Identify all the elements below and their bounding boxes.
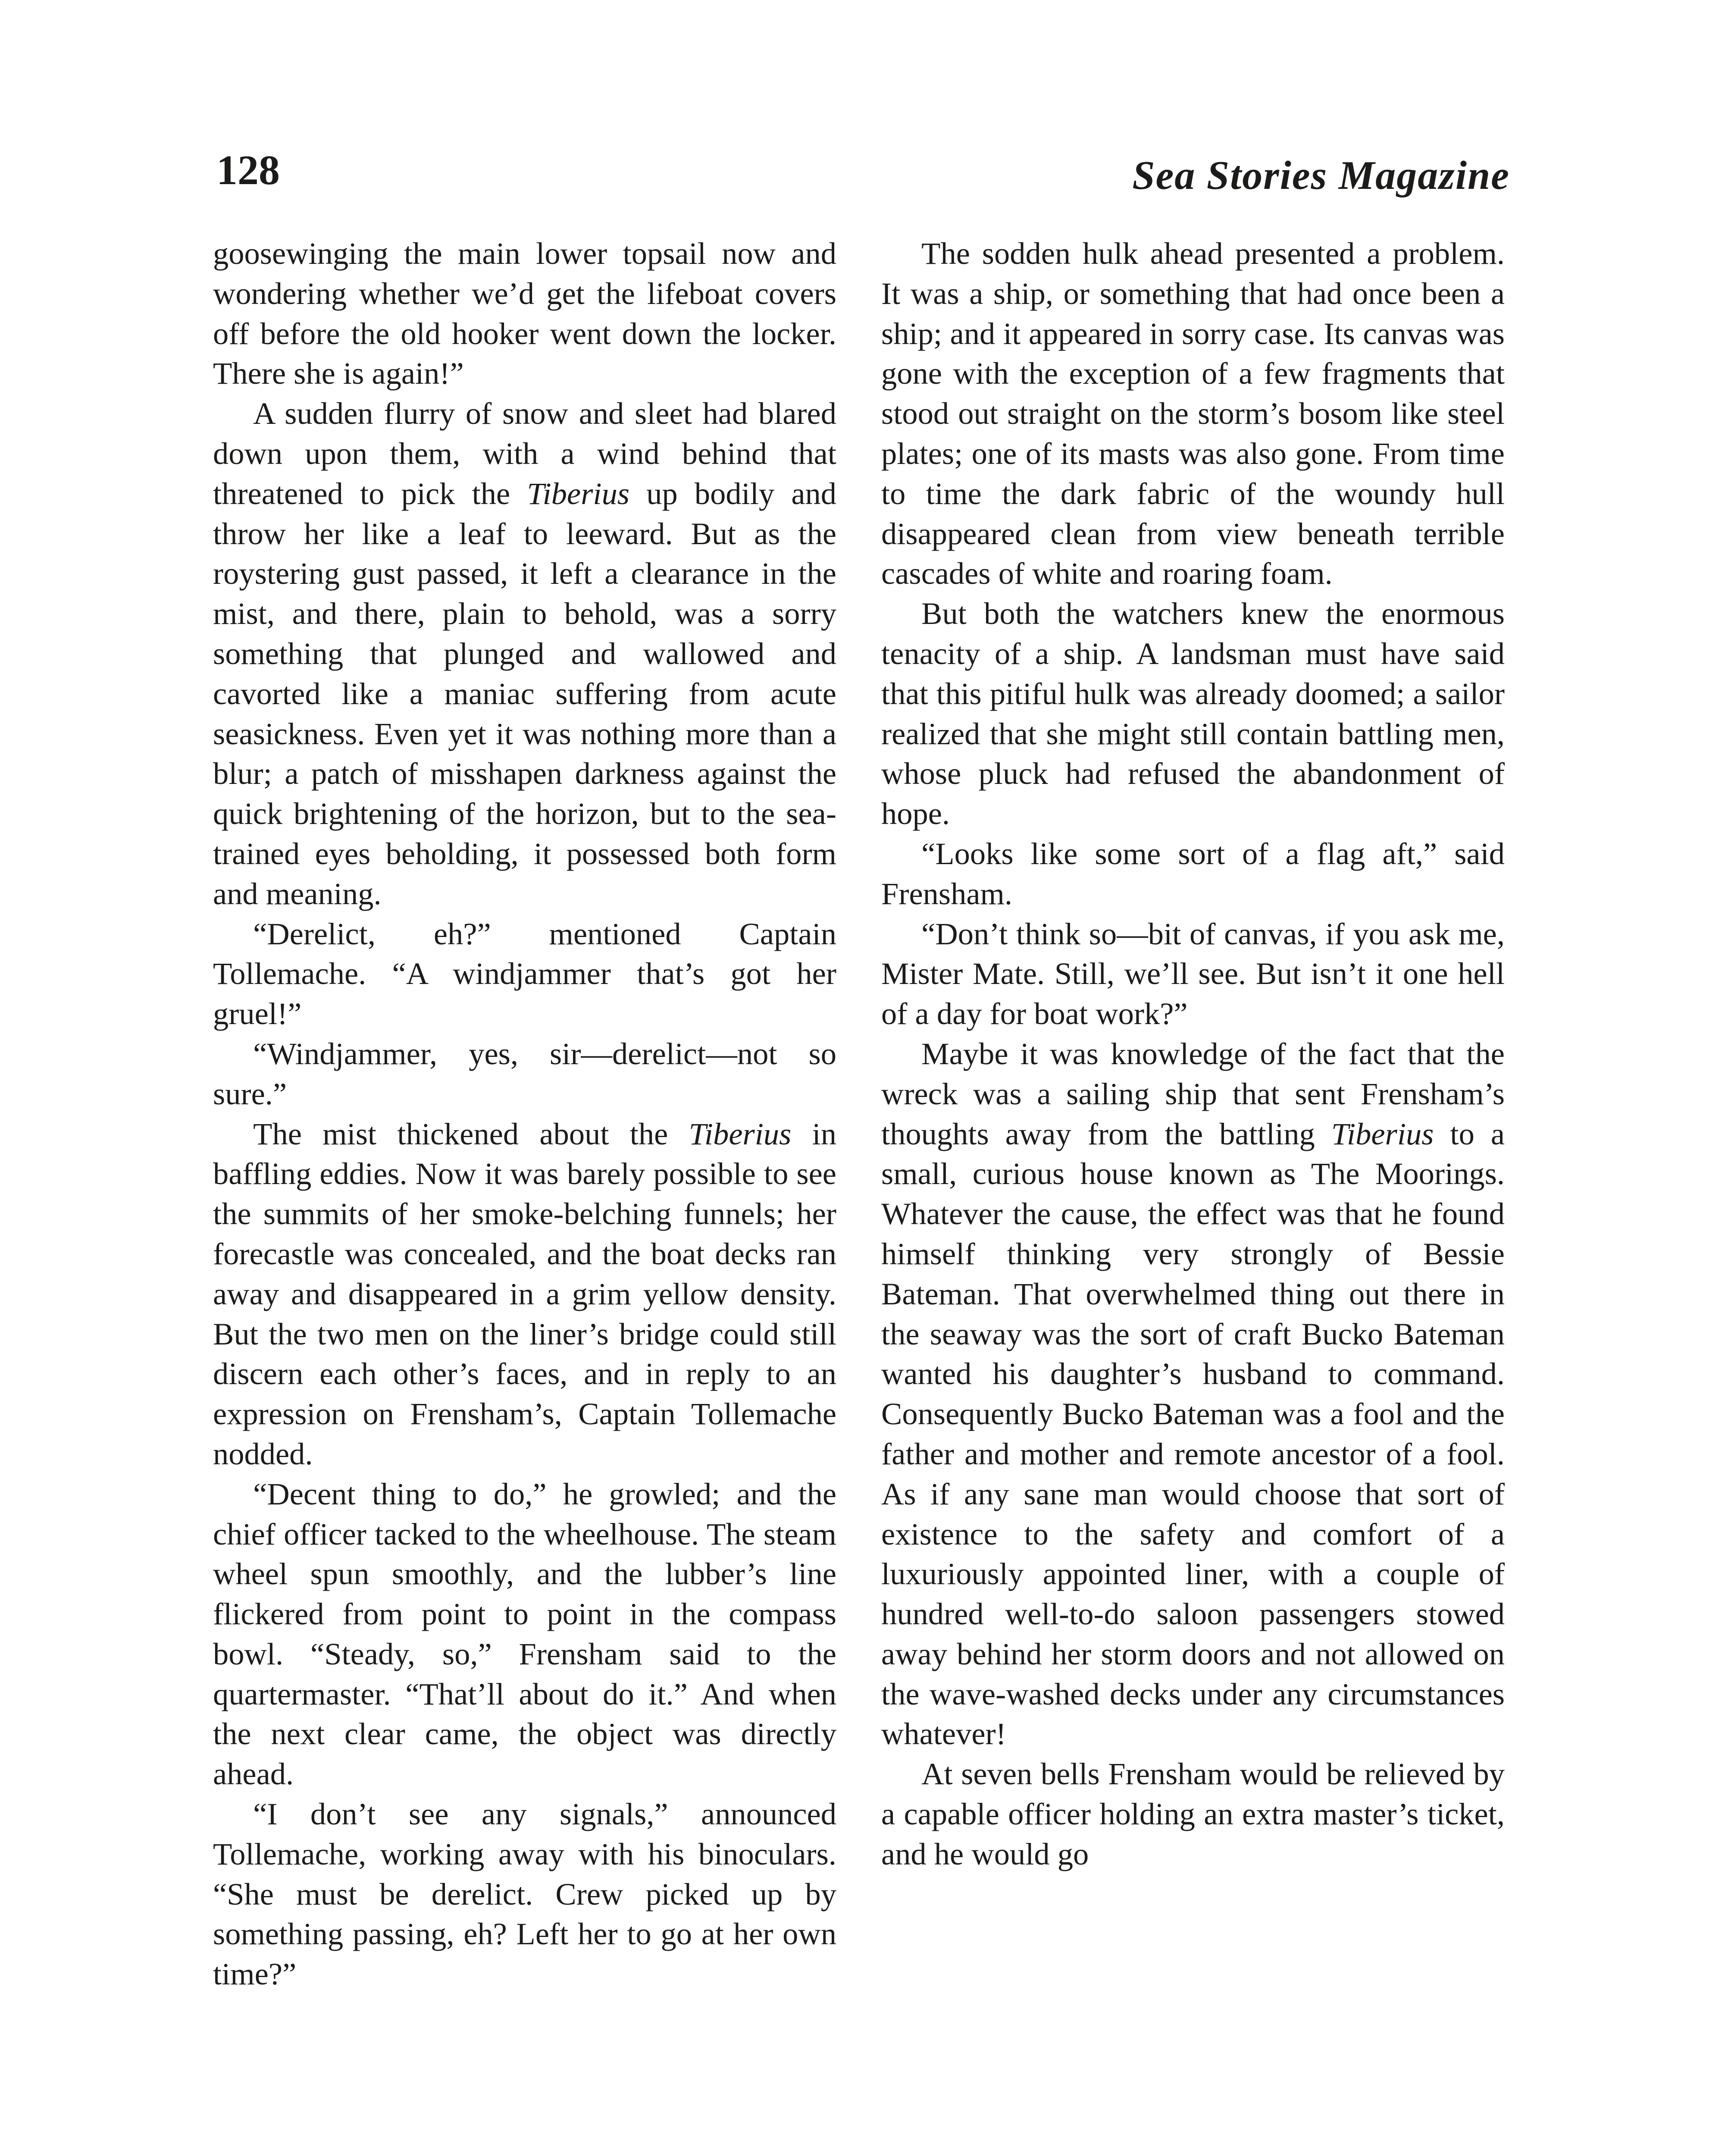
paragraph-text: But both the watchers knew the enormous tenacity of a ship. A landsman must have said that this pitiful hulk was already doomed; a sailor realized that she might still contain battling men, whose pluck had refused the abandonment of hope. — [881, 596, 1505, 831]
paragraph-text: The mist thickened about the — [253, 1116, 689, 1151]
magazine-title: Sea Stories Magazine — [1132, 153, 1510, 198]
paragraph-text: goosewinging the main lower topsail now and wondering whether we’d get the lifeboat covers off before the old hooker went down the locker. There she is again!” — [213, 236, 836, 391]
paragraph-text: Maybe it was knowledge of the fact that the wreck was a sailing ship that sent Frensham’s thoughts away from the battling — [881, 1036, 1505, 1151]
page-number: 128 — [216, 147, 280, 194]
paragraph — [213, 394, 836, 914]
paragraph-text: “Looks like some sort of a flag aft,” said Frensham. — [881, 836, 1505, 911]
paragraph-text: “Don’t think so—bit of canvas, if you ask me, Mister Mate. Still, we’ll see. But isn’t it one hell of a day for boat work?” — [881, 916, 1505, 1031]
paragraph — [213, 234, 836, 394]
right-column — [881, 234, 1505, 1874]
ship-name-italic: Tiberius — [689, 1116, 792, 1151]
paragraph-text: up bodily and throw her like a leaf to leeward. But as the roystering gust passed, it left a clearance in the mist, and there, plain to behold, was a sorry something that plunged and wallowed and cavorted like a maniac suffering from acute seasickness. Even yet it was nothing more than a blur; a patch of misshapen darkness against the quick brightening of the horizon, but to the sea-trained eyes beholding, it possessed both form and meaning. — [213, 476, 836, 911]
paragraph-text: A sudden flurry of snow and sleet had blared down upon them, with a wind behind that threatened to pick the — [213, 396, 836, 511]
paragraph-text: “Windjammer, yes, sir—derelict—not so sure.” — [213, 1036, 836, 1111]
paragraph — [213, 1474, 836, 1794]
ship-name-italic: Tiberius — [527, 476, 630, 511]
ship-name-italic: Tiberius — [1331, 1116, 1434, 1151]
paragraph — [881, 914, 1505, 1034]
paragraph — [881, 1754, 1505, 1874]
paragraph — [881, 234, 1505, 594]
left-column — [213, 234, 836, 1994]
paragraph-text: The sodden hulk ahead presented a problem. It was a ship, or something that had once been a ship; and it appeared in sorry case. Its canvas was gone with the exception of a few fragments that stood out straight on the storm’s bosom like steel plates; one of its masts was also gone. From time to time the dark fabric of the woundy hull disappeared clean from view beneath terrible cascades of white and roaring foam. — [881, 236, 1505, 591]
paragraph — [213, 1794, 836, 1994]
paragraph — [881, 834, 1505, 914]
paragraph — [213, 1034, 836, 1114]
paragraph — [881, 594, 1505, 834]
paragraph — [213, 914, 836, 1034]
paragraph-text: to a small, curious house known as The Moorings. Whatever the cause, the effect was that he found himself thinking very strongly of Bessie Bateman. That overwhelmed thing out there in the seaway was the sort of craft Bucko Bateman wanted his daughter’s husband to command. Consequently Bucko Bateman was a fool and the father and mother and remote ancestor of a fool. As if any sane man would choose that sort of existence to the safety and comfort of a luxuriously appointed liner, with a couple of hundred well-to-do saloon passengers stowed away behind her storm doors and not allowed on the wave-washed decks under any circumstances whatever! — [881, 1116, 1505, 1752]
paragraph-text: At seven bells Frensham would be relieved by a capable officer holding an extra master’s ticket, and he would go — [881, 1756, 1505, 1871]
paragraph — [881, 1034, 1505, 1754]
paragraph-text: “Decent thing to do,” he growled; and the chief officer tacked to the wheelhouse. The steam wheel spun smoothly, and the lubber’s line flickered from point to point in the compass bowl. “Steady, so,” Frensham said to the quartermaster. “That’ll about do it.” And when the next clear came, the object was directly ahead. — [213, 1476, 836, 1792]
paragraph-text: “Derelict, eh?” mentioned Captain Tollemache. “A windjammer that’s got her gruel!” — [213, 916, 836, 1031]
paragraph-text: in baffling eddies. Now it was barely possible to see the summits of her smoke-belching funnels; her forecastle was concealed, and the boat decks ran away and disappeared in a grim yellow density. But the two men on the liner’s bridge could still discern each other’s faces, and in reply to an expression on Frensham’s, Captain Tollemache nodded. — [213, 1116, 836, 1471]
paragraph-text: “I don’t see any signals,” announced Tollemache, working away with his binoculars. “She must be derelict. Crew picked up by something passing, eh? Left her to go at her own time?” — [213, 1796, 836, 1992]
paragraph — [213, 1114, 836, 1474]
